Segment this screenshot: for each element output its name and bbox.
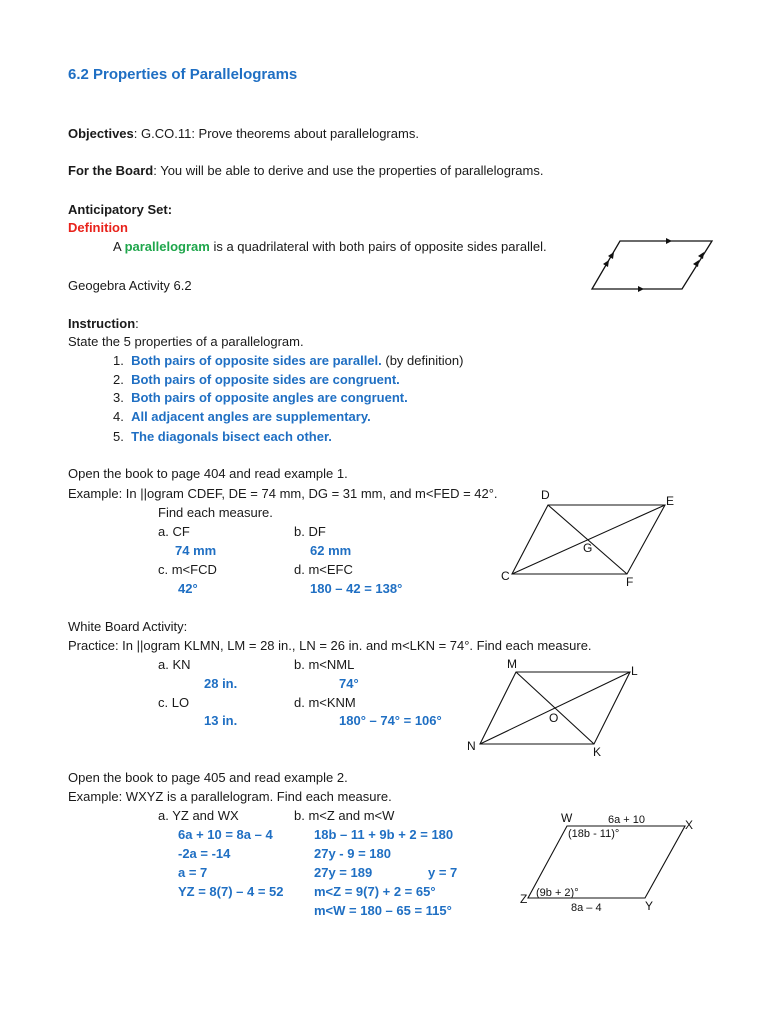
example2-prompt: Example: WXYZ is a parallelogram. Find each measure. [68, 789, 392, 804]
vertex-y-label: Y [645, 899, 654, 913]
vertex-m-label: M [507, 657, 517, 671]
anticipatory-label: Anticipatory Set [68, 202, 168, 217]
page-title: 6.2 Properties of Parallelograms [68, 66, 298, 83]
anticipatory-heading [68, 201, 172, 219]
point-o-label: O [549, 711, 559, 725]
property-text: All adjacent angles are supplementary. [131, 409, 371, 424]
property-num: 1. [113, 353, 124, 368]
anticipatory-colon: : [167, 202, 173, 217]
instruction-label: Instruction [68, 316, 136, 331]
example1-d-question: d. m<EFC [294, 562, 353, 577]
definition-text [113, 238, 547, 256]
definition-pre: A [113, 239, 125, 254]
objectives-label: Objectives [68, 126, 134, 141]
example2-b-step: m<W = 180 – 65 = 115° [314, 903, 452, 918]
practice-b-answer: 74° [339, 676, 359, 691]
practice-a-answer: 28 in. [204, 676, 238, 691]
example2-b-step: 18b – 11 + 9b + 2 = 180 [314, 827, 454, 842]
example2-y-result: y = 7 [428, 865, 458, 880]
property-text: Both pairs of opposite sides are parallel. [131, 353, 382, 368]
example2-a-step: YZ = 8(7) – 4 = 52 [178, 884, 284, 899]
property-num: 4. [113, 409, 124, 424]
property-item [113, 428, 332, 446]
example2-a-step: -2a = -14 [178, 846, 231, 861]
definition-label: Definition [68, 220, 128, 235]
vertex-d-label: D [541, 488, 550, 502]
example2-b-step: 27y - 9 = 180 [314, 846, 391, 861]
vertex-l-label: L [631, 664, 638, 678]
wxyz-figure [515, 810, 705, 916]
example2-a-step: 6a + 10 = 8a – 4 [178, 827, 273, 842]
board-label: For the Board [68, 163, 154, 178]
example1-a-answer: 74 mm [175, 543, 217, 558]
example2-a-step: a = 7 [178, 865, 208, 880]
side-zy-label: 8a – 4 [571, 902, 602, 914]
objectives-line [68, 125, 419, 143]
example1-d-answer: 180 – 42 = 138° [310, 581, 403, 596]
vertex-z-label: Z [520, 892, 528, 906]
vertex-x-label: X [685, 818, 694, 832]
practice-d-question: d. m<KNM [294, 695, 356, 710]
practice-a-question: a. KN [158, 657, 191, 672]
arrow-top [666, 238, 672, 244]
definition-post: is a quadrilateral with both pairs of opposite sides parallel. [209, 239, 547, 254]
vertex-w-label: W [561, 811, 573, 825]
example2-a-question: a. YZ and WX [158, 808, 239, 823]
point-g-label: G [583, 541, 593, 555]
example1-find: Find each measure. [158, 505, 273, 520]
vertex-k-label: K [593, 745, 602, 759]
arrow-left-2 [608, 252, 614, 259]
practice-d-answer: 180° – 74° = 106° [339, 713, 442, 728]
example1-c-answer: 42° [178, 581, 198, 596]
parallelogram-outline [592, 241, 712, 289]
practice-prompt: Practice: In ||ogram KLMN, LM = 28 in., LN = 26 in. and m<LKN = 74°. Find each measure. [68, 638, 592, 653]
property-item [113, 352, 463, 370]
instruction-heading [68, 315, 139, 333]
property-num: 2. [113, 372, 124, 387]
diagonal-ce [512, 505, 665, 574]
example1-c-question: c. m<FCD [158, 562, 217, 577]
definition-term: parallelogram [124, 239, 210, 254]
example1-b-question: b. DF [294, 524, 326, 539]
example1-a-question: a. CF [158, 524, 190, 539]
vertex-c-label: C [501, 569, 510, 583]
practice-c-question: c. LO [158, 695, 190, 710]
property-text: Both pairs of opposite angles are congruent. [131, 390, 408, 405]
property-note: (by definition) [381, 353, 464, 368]
whiteboard-activity: White Board Activity: [68, 619, 188, 634]
property-item [113, 389, 408, 407]
property-text: Both pairs of opposite sides are congruent. [131, 372, 400, 387]
board-text: : You will be able to derive and use the properties of parallelograms. [153, 163, 544, 178]
example2-open: Open the book to page 405 and read example 2. [68, 770, 348, 785]
example2-b-question: b. m<Z and m<W [294, 808, 395, 823]
example2-b-step: 27y = 189 [314, 865, 373, 880]
property-item [113, 371, 400, 389]
diagonal-nl [480, 672, 630, 744]
practice-c-answer: 13 in. [204, 713, 238, 728]
property-item [113, 408, 371, 426]
example1-prompt: Example: In ||ogram CDEF, DE = 74 mm, DG = 31 mm, and m<FED = 42°. [68, 486, 498, 501]
instruction-colon: : [135, 316, 139, 331]
klmn-figure [463, 655, 648, 760]
parallelogram-figure [590, 240, 715, 292]
example1-b-answer: 62 mm [310, 543, 352, 558]
angle-z-label: (9b + 2)° [536, 887, 579, 899]
objectives-text: : G.CO.11: Prove theorems about parallelograms. [133, 126, 419, 141]
example2-b-step: m<Z = 9(7) + 2 = 65° [314, 884, 436, 899]
vertex-e-label: E [666, 494, 675, 508]
property-num: 5. [113, 429, 124, 444]
geogebra-activity: Geogebra Activity 6.2 [68, 278, 192, 293]
board-line [68, 162, 543, 180]
instruction-intro: State the 5 properties of a parallelogram. [68, 334, 304, 349]
property-num: 3. [113, 390, 124, 405]
vertex-n-label: N [467, 739, 476, 753]
side-wx-label: 6a + 10 [608, 814, 646, 826]
cdef-figure [495, 485, 685, 590]
angle-w-label: (18b - 11)° [568, 828, 620, 840]
practice-b-question: b. m<NML [294, 657, 355, 672]
property-text: The diagonals bisect each other. [131, 429, 332, 444]
arrow-bottom [638, 286, 644, 292]
vertex-f-label: F [626, 575, 634, 589]
example1-open: Open the book to page 404 and read example 1. [68, 466, 348, 481]
